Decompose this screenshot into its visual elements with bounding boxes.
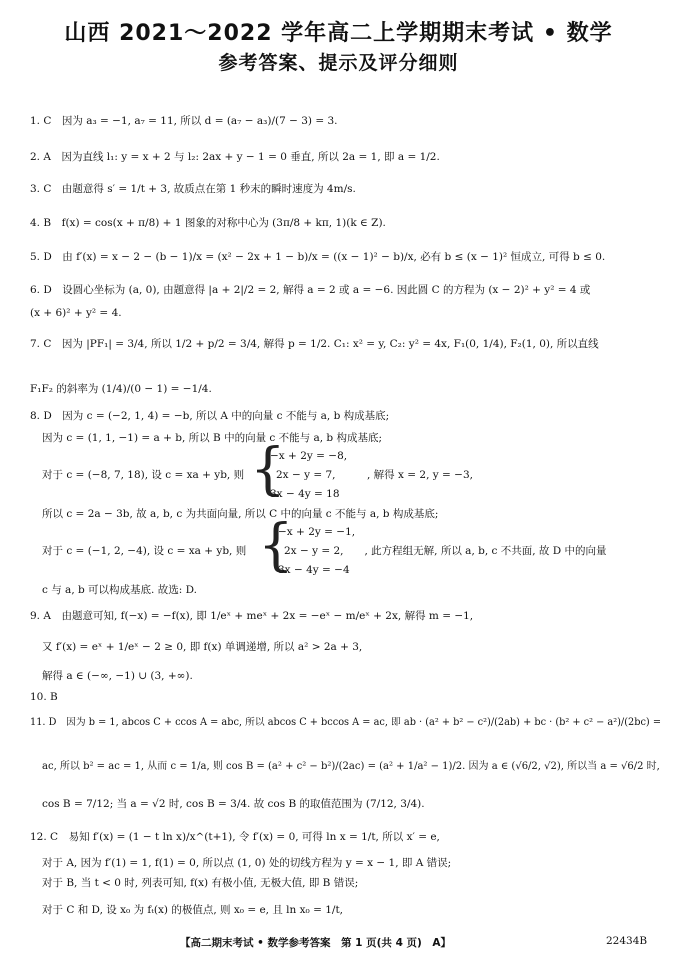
- answer-line: 对于 B, 当 t < 0 时, 列表可知, f(x) 有极小值, 无极大值, 即 B 错误;: [42, 877, 359, 889]
- page-footer: 【高二期末考试 • 数学参考答案 第 1 页(共 4 页) A】: [180, 937, 451, 949]
- answer-line: 对于 C 和 D, 设 x₀ 为 fₜ(x) 的极值点, 则 x₀ = e, 且 ln x₀ = 1/t,: [42, 904, 344, 916]
- answer-line: 6. D 设圆心坐标为 (a, 0), 由题意得 |a + 2|/2 = 2, 解得 a = 2 或 a = −6. 因此圆 C 的方程为 (x − 2)² + y² = 4 或: [30, 284, 591, 296]
- page-title: 山西 2021～2022 学年高二上学期期末考试 • 数学: [64, 21, 613, 46]
- equation-line: 2x − y = 7, , 解得 x = 2, y = −3,: [276, 469, 473, 481]
- answer-line: 2. A 因为直线 l₁: y = x + 2 与 l₂: 2ax + y − 1 = 0 垂直, 所以 2a = 1, 即 a = 1/2.: [30, 151, 440, 163]
- answer-line: 7. C 因为 |PF₁| = 3/4, 所以 1/2 + p/2 = 3/4, 解得 p = 1/2. C₁: x² = y, C₂: y² = 4x, F₁(0, 1/4), F₂(1, 0), 所以直线: [30, 338, 599, 350]
- answer-line: 因为 c = (1, 1, −1) = a + b, 所以 B 中的向量 c 不能与 a, b 构成基底;: [42, 432, 382, 444]
- answer-line: 10. B: [30, 691, 58, 703]
- equation-line: −x + 2y = −8,: [270, 450, 348, 462]
- equation-line: 2x − y = 2, , 此方程组无解, 所以 a, b, c 不共面, 故 D 中的向量: [284, 545, 607, 557]
- answer-line: (x + 6)² + y² = 4.: [30, 307, 122, 319]
- answer-line: 11. D 因为 b = 1, abcos C + ccos A = abc, 所以 abcos C + bccos A = ac, 即 ab · (a² + b² − c²)/(2ab) + bc · (b² + c² − a²)/(2bc) =: [30, 717, 661, 728]
- answer-line: 9. A 由题意可知, f(−x) = −f(x), 即 1/eˣ + meˣ + 2x = −eˣ − m/eˣ + 2x, 解得 m = −1,: [30, 610, 474, 622]
- answer-line: 4. B f(x) = cos(x + π/8) + 1 图象的对称中心为 (3π/8 + kπ, 1)(k ∈ Z).: [30, 217, 386, 229]
- answer-line: 又 f′(x) = eˣ + 1/eˣ − 2 ≥ 0, 即 f(x) 单调递增, 所以 a² > 2a + 3,: [42, 641, 363, 653]
- answer-line: 解得 a ∈ (−∞, −1) ∪ (3, +∞).: [42, 670, 193, 682]
- page-subtitle: 参考答案、提示及评分细则: [218, 52, 459, 74]
- answer-line: c 与 a, b 可以构成基底. 故选: D.: [42, 584, 197, 596]
- answer-line: ac, 所以 b² = ac = 1, 从而 c = 1/a, 则 cos B = (a² + c² − b²)/(2ac) = (a² + 1/a² − 1)/2. 因为 a ∈ (√6/2, √2), 所以当 a = √6/2 时,: [42, 761, 660, 772]
- answer-line: 对于 A, 因为 f′(1) = 1, f(1) = 0, 所以点 (1, 0) 处的切线方程为 y = x − 1, 即 A 错误;: [42, 857, 452, 869]
- answer-line: 3. C 由题意得 s′ = 1/t + 3, 故质点在第 1 秒末的瞬时速度为 4m/s.: [30, 183, 356, 195]
- equation-line: 3x − 4y = −4: [278, 564, 350, 576]
- equation-line: 3x − 4y = 18: [270, 488, 340, 500]
- answer-line: 对于 c = (−8, 7, 18), 设 c = xa + yb, 则: [42, 469, 245, 481]
- answer-line: 对于 c = (−1, 2, −4), 设 c = xa + yb, 则: [42, 545, 247, 557]
- answer-line: cos B = 7/12; 当 a = √2 时, cos B = 3/4. 故 cos B 的取值范围为 (7/12, 3/4).: [42, 798, 425, 810]
- footer-code: 22434B: [606, 935, 648, 947]
- equation-line: −x + 2y = −1,: [278, 526, 356, 538]
- equation-brace: {: [258, 513, 294, 578]
- answer-line: 5. D 由 f′(x) = x − 2 − (b − 1)/x = (x² − 2x + 1 − b)/x = ((x − 1)² − b)/x, 必有 b ≤ (x − 1)² 恒成立, 可得 b ≤ 0.: [30, 251, 606, 263]
- equation-brace: {: [250, 437, 286, 502]
- answer-line: 8. D 因为 c = (−2, 1, 4) = −b, 所以 A 中的向量 c 不能与 a, b 构成基底;: [30, 410, 390, 422]
- answer-line: F₁F₂ 的斜率为 (1/4)/(0 − 1) = −1/4.: [30, 383, 212, 395]
- answer-line: 1. C 因为 a₃ = −1, a₇ = 11, 所以 d = (a₇ − a₃)/(7 − 3) = 3.: [30, 115, 338, 127]
- answer-line: 12. C 易知 f′(x) = (1 − t ln x)/x^(t+1), 令 f′(x) = 0, 可得 ln x = 1/t, 所以 x′ = e,: [30, 831, 440, 843]
- answer-line: 所以 c = 2a − 3b, 故 a, b, c 为共面向量, 所以 C 中的向量 c 不能与 a, b 构成基底;: [42, 508, 439, 520]
